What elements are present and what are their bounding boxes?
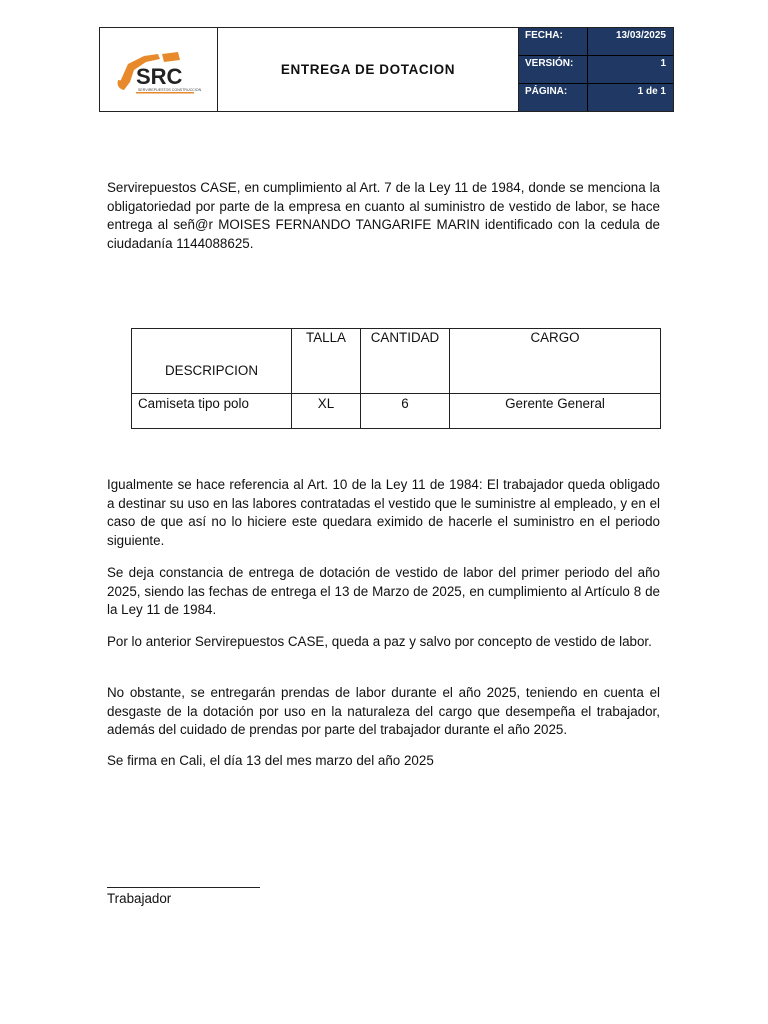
meta-label: FECHA: bbox=[519, 28, 588, 55]
header-talla: TALLA bbox=[292, 329, 361, 394]
header-cargo: CARGO bbox=[450, 329, 661, 394]
signature-line bbox=[107, 887, 260, 888]
excavator-cab bbox=[162, 52, 180, 62]
meta-label: PÁGINA: bbox=[519, 84, 588, 111]
meta-row-pagina bbox=[519, 83, 673, 111]
logo-cell bbox=[100, 28, 218, 111]
meta-label: VERSIÓN: bbox=[519, 56, 588, 83]
signature-label: Trabajador bbox=[107, 891, 172, 906]
company-logo bbox=[114, 42, 204, 98]
meta-value: 13/03/2025 bbox=[615, 30, 666, 41]
paragraph-constancia: Se deja constancia de entrega de dotación de vestido de labor del primer periodo del año 2025, siendo las fechas de entrega el 13 de Marzo de 2025, en cumplimiento al Artículo 8 de la Ley 11 de 1984. bbox=[107, 565, 660, 618]
logo-tagline: SERVIREPUESTOS CONSTRUCCION bbox=[137, 87, 201, 92]
meta-box bbox=[519, 28, 673, 111]
table-row bbox=[132, 394, 661, 429]
logo-underline bbox=[136, 92, 194, 94]
cell-cantidad: 6 bbox=[361, 394, 450, 429]
paragraph-art10: Igualmente se hace referencia al Art. 10 de la Ley 11 de 1984: El trabajador queda obligado a destinar su uso en las labores contratadas el vestido que le suministre al empleado, y en el caso de que así no lo hiciere este quedara eximido de hacerle el suministro en el periodo siguiente. bbox=[107, 477, 660, 549]
logo-text: SRC bbox=[135, 63, 182, 89]
meta-value: 1 bbox=[660, 58, 666, 69]
paragraph-firma: Se firma en Cali, el día 13 del mes marzo del año 2025 bbox=[107, 753, 434, 768]
cell-talla: XL bbox=[292, 394, 361, 429]
meta-row-fecha bbox=[519, 28, 673, 55]
cell-cargo: Gerente General bbox=[450, 394, 661, 429]
document-title: ENTREGA DE DOTACION bbox=[218, 28, 519, 111]
paragraph-paz-y-salvo: Por lo anterior Servirepuestos CASE, queda a paz y salvo por concepto de vestido de labor. bbox=[107, 634, 652, 649]
intro-paragraph: Servirepuestos CASE, en cumplimiento al Art. 7 de la Ley 11 de 1984, donde se menciona la obligatoriedad por parte de la empresa en cuanto al suministro de vestido de labor, se hace entrega al señ@r MOISES FERNANDO TANGARIFE MARIN identificado con la cedula de ciudadanía 1144088625. bbox=[107, 180, 660, 252]
meta-value: 1 de 1 bbox=[637, 86, 666, 97]
document-header bbox=[99, 27, 674, 112]
meta-row-version bbox=[519, 55, 673, 83]
table-header-row bbox=[132, 329, 661, 394]
items-table bbox=[131, 328, 661, 429]
header-cantidad: CANTIDAD bbox=[361, 329, 450, 394]
paragraph-no-obstante: No obstante, se entregarán prendas de labor durante el año 2025, teniendo en cuenta el desgaste de la dotación por uso en la naturaleza del cargo que desempeña el trabajador, además del cuidado de prendas por parte del trabajador durante el año 2025. bbox=[107, 685, 660, 738]
cell-descripcion: Camiseta tipo polo bbox=[132, 394, 292, 429]
header-descripcion: DESCRIPCION bbox=[132, 329, 292, 394]
